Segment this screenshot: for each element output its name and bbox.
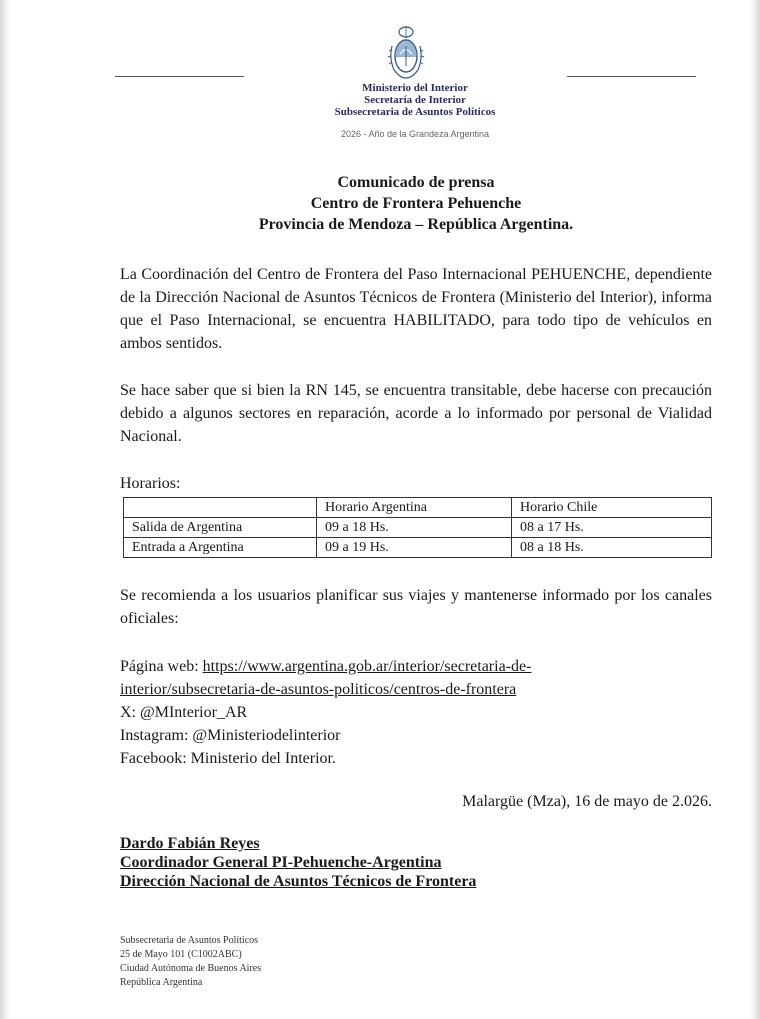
argentine-coat-of-arms-icon bbox=[386, 24, 426, 80]
table-header-cell: Horario Argentina bbox=[317, 498, 512, 518]
signature-block bbox=[120, 834, 476, 891]
table-cell: 09 a 18 Hs. bbox=[317, 518, 512, 538]
table-cell: 08 a 17 Hs. bbox=[512, 518, 712, 538]
facebook-account: Facebook: Ministerio del Interior. bbox=[120, 750, 336, 767]
web-label: Página web: bbox=[120, 658, 203, 675]
press-release-title bbox=[120, 172, 712, 235]
table-header-cell: Horario Chile bbox=[512, 498, 712, 518]
signer-role: Coordinador General PI-Pehuenche-Argentina bbox=[120, 854, 442, 871]
table-row bbox=[124, 538, 712, 558]
title-line-3: Provincia de Mendoza – República Argentina. bbox=[258, 216, 574, 233]
web-line-2 bbox=[120, 678, 712, 701]
table-cell: Entrada a Argentina bbox=[124, 538, 317, 558]
header-rule-left bbox=[115, 76, 244, 77]
table-header-cell bbox=[124, 498, 317, 518]
year-motto: 2026 - Año de la Grandeza Argentina bbox=[340, 129, 490, 139]
footer-line: Subsecretaria de Asuntos Políticos bbox=[120, 935, 259, 946]
place-and-date: Malargüe (Mza), 16 de mayo de 2.026. bbox=[462, 793, 712, 810]
header-rule-right bbox=[567, 76, 696, 77]
signer-name: Dardo Fabián Reyes bbox=[120, 835, 260, 852]
table-cell: 08 a 18 Hs. bbox=[512, 538, 712, 558]
title-line-2: Centro de Frontera Pehuenche bbox=[310, 195, 522, 212]
signer-office: Dirección Nacional de Asuntos Técnicos de Frontera bbox=[120, 873, 477, 890]
ministry-name: Ministerio del Interior bbox=[362, 82, 468, 94]
table-row bbox=[124, 518, 712, 538]
web-link-continued[interactable]: interior/subsecretaria-de-asuntos-politicos/centros-de-frontera bbox=[120, 681, 517, 698]
secretariat-name: Secretaría de Interior bbox=[364, 94, 466, 106]
left-page-shadow bbox=[0, 0, 10, 1019]
table-header-row bbox=[124, 498, 712, 518]
official-channels bbox=[120, 655, 712, 770]
table-cell: Salida de Argentina bbox=[124, 518, 317, 538]
table-cell: 09 a 19 Hs. bbox=[317, 538, 512, 558]
paragraph-status: La Coordinación del Centro de Frontera del Paso Internacional PEHUENCHE, dependiente de la Dirección Nacional de Asuntos Técnicos de Frontera (Ministerio del Interior), informa que el Paso Internacional, se encuentra HABILITADO, para todo tipo de vehículos en ambos sentidos. bbox=[120, 266, 712, 352]
paragraph-recommendation: Se recomienda a los usuarios planificar sus viajes y mantenerse informado por los canales oficiales: bbox=[120, 587, 712, 627]
web-line bbox=[120, 655, 712, 678]
instagram-account: Instagram: @Ministeriodelinterior bbox=[120, 727, 341, 744]
subsecretariat-name: Subsecretaria de Asuntos Políticos bbox=[334, 106, 496, 118]
footer-line: Ciudad Autónoma de Buenos Aires bbox=[120, 963, 262, 974]
letterhead bbox=[300, 82, 530, 118]
title-line-1: Comunicado de prensa bbox=[337, 174, 495, 191]
schedule-label: Horarios: bbox=[120, 475, 181, 492]
right-page-shadow bbox=[750, 0, 760, 1019]
paragraph-road: Se hace saber que si bien la RN 145, se encuentra transitable, debe hacerse con precaución debido a algunos sectores en reparación, acorde a lo informado por personal de Vialidad Nacional. bbox=[120, 382, 712, 445]
footer-address bbox=[120, 934, 261, 990]
schedule-table bbox=[123, 497, 712, 558]
x-account: X: @MInterior_AR bbox=[120, 704, 248, 721]
footer-line: 25 de Mayo 101 (C1002ABC) bbox=[120, 949, 242, 960]
web-link[interactable]: https://www.argentina.gob.ar/interior/secretaria-de- bbox=[202, 658, 532, 675]
footer-line: República Argentina bbox=[120, 977, 203, 988]
